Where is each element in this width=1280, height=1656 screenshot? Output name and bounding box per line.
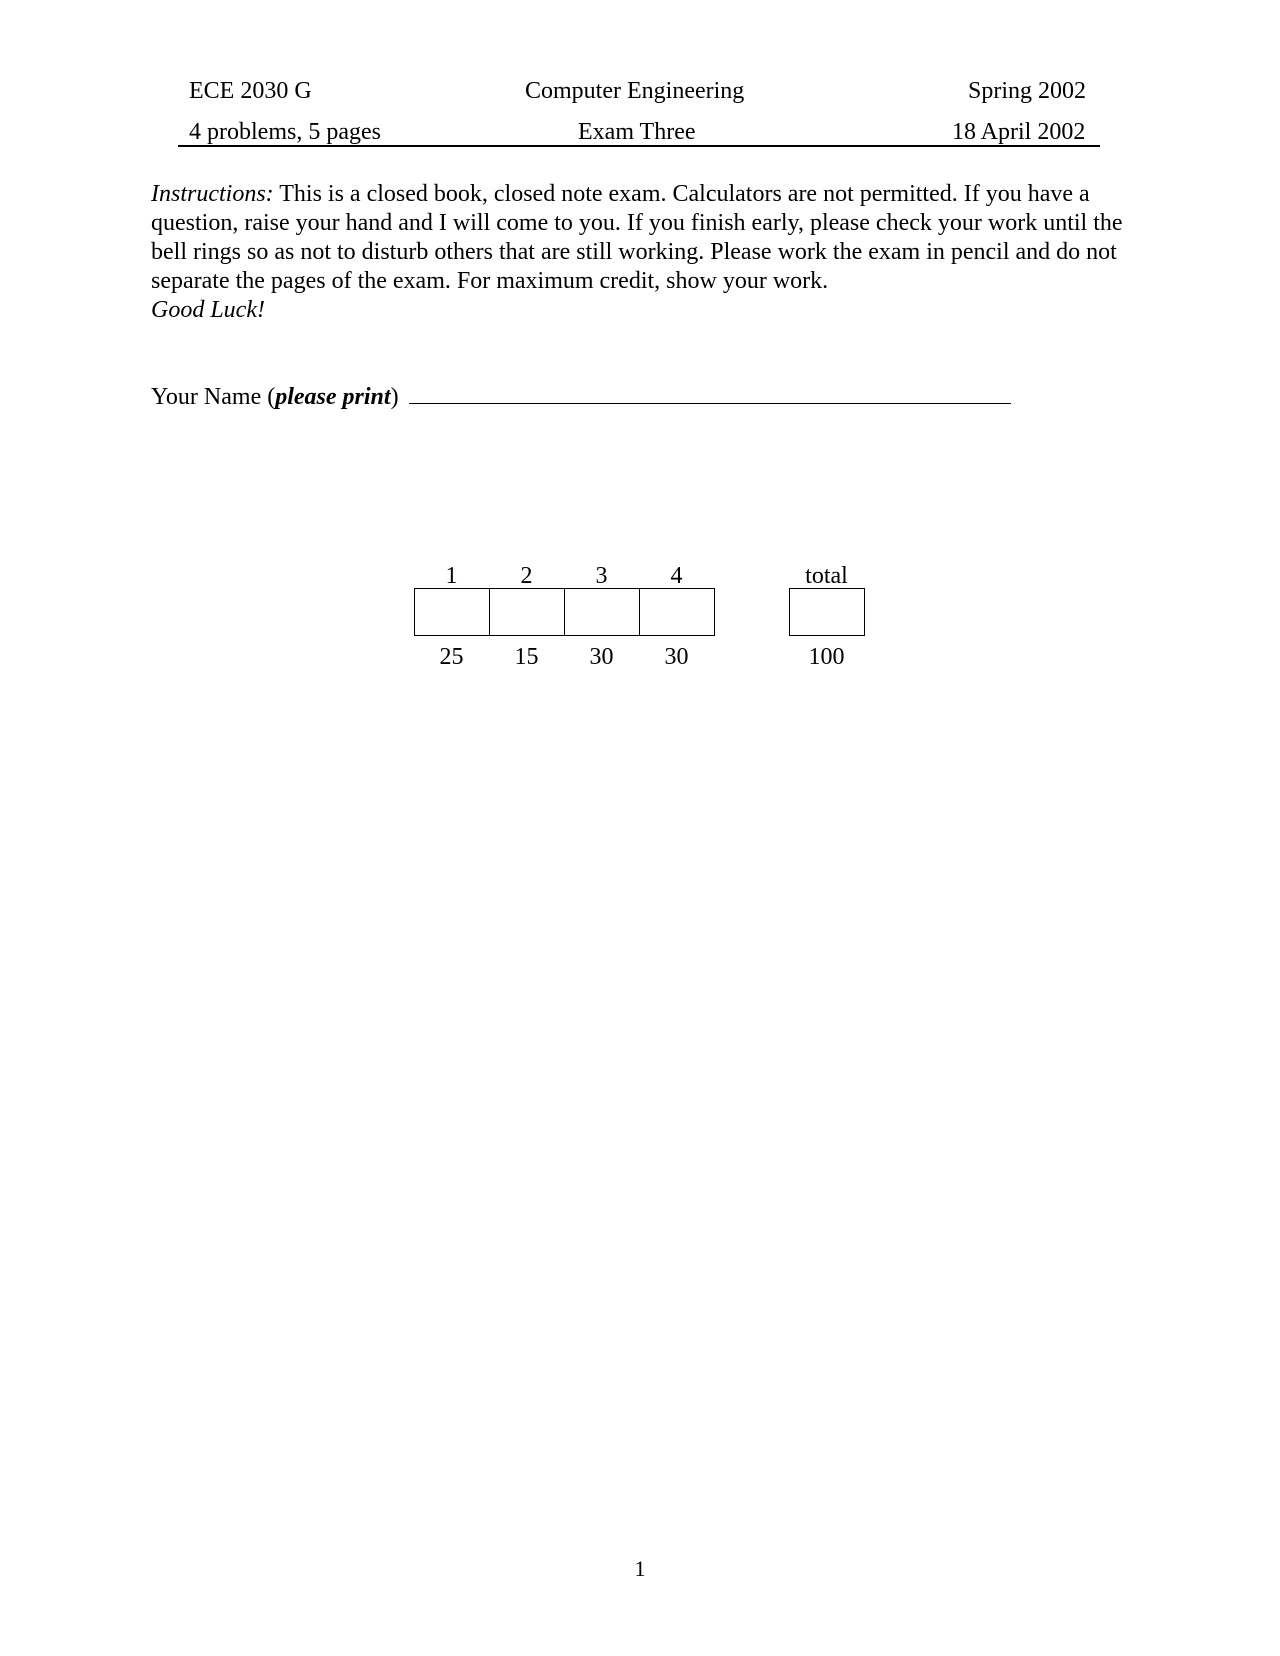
total-label: total: [805, 563, 848, 589]
name-input-line[interactable]: [409, 383, 1011, 404]
instructions-body: This is a closed book, closed note exam. Calculators are not permitted. If you have a question, raise your hand and I will come to you. If you finish early, please check your work until the bell rings so as not to disturb others that are still working. Please work the exam in pencil and do not separate the pages of the exam. For maximum credit, show your work.: [151, 181, 1123, 294]
problem-points-1: 25: [439, 644, 464, 670]
score-box-total[interactable]: [789, 588, 865, 636]
problem-number-3: 3: [595, 563, 608, 589]
term: Spring 2002: [968, 78, 1087, 104]
score-box-2[interactable]: [489, 588, 565, 636]
instructions-label: Instructions:: [151, 181, 274, 207]
problem-points-4: 30: [664, 644, 689, 670]
problem-number-2: 2: [520, 563, 533, 589]
problem-points-3: 30: [589, 644, 614, 670]
name-field-suffix: ): [390, 384, 399, 410]
department-title: Computer Engineering: [525, 78, 745, 104]
problem-number-1: 1: [445, 563, 458, 589]
problems-pages-count: 4 problems, 5 pages: [189, 119, 381, 145]
page-number: 1: [634, 1556, 646, 1581]
score-box-4[interactable]: [639, 588, 715, 636]
score-box-1[interactable]: [414, 588, 490, 636]
header-rule: [178, 145, 1100, 147]
problem-points-2: 15: [514, 644, 539, 670]
name-field-prefix: Your Name (: [151, 384, 276, 410]
exam-title: Exam Three: [578, 119, 696, 145]
total-points: 100: [808, 644, 845, 670]
name-field-row: [151, 383, 1011, 411]
problem-number-4: 4: [670, 563, 683, 589]
course-code: ECE 2030 G: [189, 78, 312, 104]
good-luck-text: Good Luck!: [151, 297, 265, 323]
name-field-emphasis: please print: [275, 384, 391, 410]
exam-date: 18 April 2002: [952, 119, 1086, 145]
instructions-paragraph: [151, 180, 1131, 325]
score-box-3[interactable]: [564, 588, 640, 636]
